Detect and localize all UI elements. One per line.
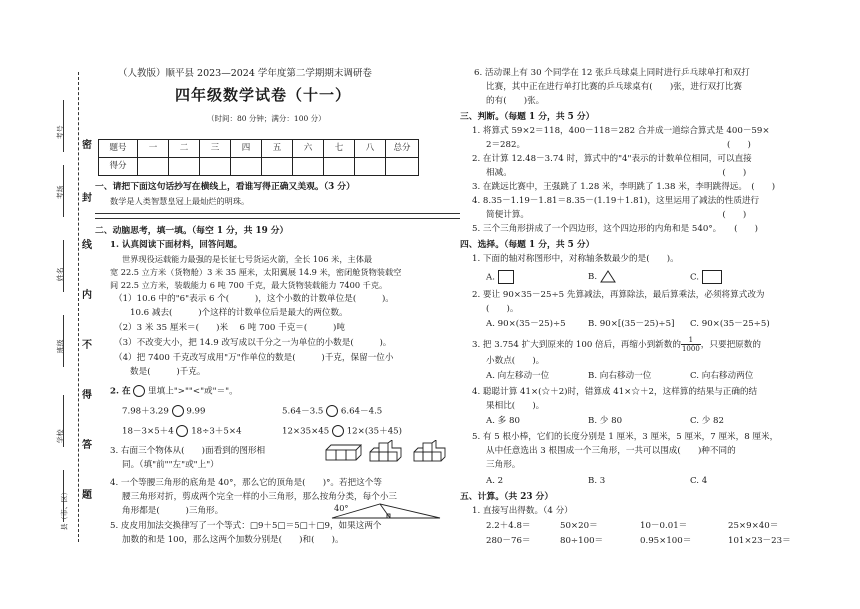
binding-dashed-line	[78, 72, 79, 542]
score-input-cell[interactable]	[355, 158, 386, 176]
choice-4-option[interactable]: C. 少 82	[690, 416, 724, 426]
section-4-title: 四、选择。（每题 1 分，共 5 分）	[460, 240, 595, 250]
question-5b: 加数的和是 100，那么这两个加数分别是( )和( )。	[122, 535, 344, 545]
score-input-cell[interactable]	[138, 158, 169, 176]
judge-2: 2. 在计算 12.48－3.74 时，算式中的"4"表示的计数单位相同，可以直接	[472, 154, 752, 164]
margin-label-exam-number: 考号	[56, 125, 65, 140]
compare-left: 12×35×45	[282, 426, 330, 437]
section-5-title: 五、计算。（共 23 分）	[460, 492, 554, 502]
binding-char: 不	[82, 340, 92, 351]
question-4c: 角形都是( )三角形。	[122, 506, 224, 516]
question-1-3: （3）不改变大小，把 14.9 改写成以千分之一为单位的小数是( )。	[114, 338, 392, 348]
option-letter: A.	[486, 272, 495, 283]
judge-4b: 简便计算。 ( )	[486, 210, 747, 220]
binding-char: 密	[82, 140, 92, 151]
choice-3-text-tail: ，只要把原数的	[700, 340, 761, 350]
score-input-cell[interactable]	[169, 158, 200, 176]
margin-label-school: 学校	[56, 429, 65, 444]
fraction	[681, 336, 701, 353]
fraction-numerator: 1	[681, 336, 701, 345]
fraction-denominator: 1000	[681, 345, 700, 353]
binding-char: 内	[82, 290, 92, 301]
choice-3-option[interactable]: A. 向左移动一位	[486, 371, 550, 381]
copy-sentence: 数学是人类智慧皇冠上最灿烂的明珠。	[110, 196, 250, 206]
calc-item[interactable]: 10－0.01＝	[640, 521, 688, 531]
margin-label-county: 县（市、区）	[60, 488, 69, 531]
choice-5c: 三角形。	[486, 460, 521, 470]
calc-item[interactable]: 280－76＝	[486, 536, 531, 546]
compare-right: 18÷3＋5×4	[191, 426, 242, 437]
calc-title: 1. 直接写出得数。（4 分）	[472, 506, 573, 516]
option-letter: C.	[690, 272, 700, 283]
question-4: 4. 一个等腰三角形的底角是 40°，那么它的顶角是( )°。若把这个等	[110, 478, 382, 488]
compare-right: 6.64－4.5	[340, 406, 383, 417]
compare-blank[interactable]	[172, 405, 184, 417]
question-1: 1. 认真阅读下面材料，回答问题。	[110, 240, 243, 250]
choice-2-option[interactable]: A. 90×(35－25)÷5	[486, 319, 566, 329]
table-row	[99, 140, 419, 158]
reading-text-line: 世界现役运载能力最强的是长征七号货运火箭，全长 106 米，主体最	[122, 254, 373, 264]
compare-item	[122, 405, 205, 417]
choice-2-option[interactable]: B. 90×[(35－25)÷5]	[588, 319, 675, 329]
compare-left: 18－3×5＋4	[122, 426, 174, 437]
choice-3-option[interactable]: C. 向右移动两位	[690, 371, 754, 381]
reading-text-line: 宽 22.5 立方米（货物舱）3 米 35 厘米，太阳翼展 14.9 米，密闭舱货物装载空	[110, 267, 402, 277]
table-cell: 总分	[386, 140, 419, 158]
calc-item[interactable]: 101×23－23＝	[728, 536, 791, 546]
page-title: 四年级数学试卷（十一）	[175, 86, 352, 104]
margin-underline	[63, 315, 64, 367]
score-input-cell[interactable]	[386, 158, 419, 176]
square-shape-icon	[498, 270, 514, 284]
margin-underline	[63, 470, 64, 522]
question-1-4b: 数是( )千克。	[130, 367, 206, 377]
question-3b: 同。（填"前""左"或"上"）	[122, 460, 219, 470]
table-cell: 七	[324, 140, 355, 158]
table-cell: 题号	[99, 140, 138, 158]
choice-3-option[interactable]: B. 向右移动一位	[588, 371, 652, 381]
table-cell: 四	[231, 140, 262, 158]
compare-item	[282, 425, 402, 437]
margin-underline	[63, 165, 64, 217]
binding-char: 线	[82, 240, 92, 251]
question-6: 6. 活动课上有 30 个同学在 12 张乒乓球桌上同时进行乒乓球单打和双打	[474, 68, 750, 78]
question-1-4: （4）把 7400 千克改写成用"万"作单位的数是( )千克，保留一位小	[114, 353, 394, 363]
compare-item	[282, 405, 382, 417]
choice-2: 2. 要让 90×35－25÷5 先算减法，再算除法，最后算乘法，必须将算式改为	[472, 290, 765, 300]
section-1-title: 一、请把下面这句话抄写在横线上，看谁写得正确又美观。（3 分）	[95, 182, 355, 192]
reading-text-line: 间 22.5 立方米，装载能力 6 吨 700 千克，最大货物装载能力 7400 千克。	[110, 280, 388, 290]
compare-right: 9.99	[186, 406, 206, 417]
binding-char: 题	[82, 490, 92, 501]
table-cell: 八	[355, 140, 386, 158]
table-cell: 三	[200, 140, 231, 158]
compare-right: 12×(35＋45)	[346, 426, 402, 437]
compare-item	[122, 425, 242, 437]
angle-label: 40°	[334, 503, 349, 513]
rectangle-shape-icon	[702, 270, 722, 284]
choice-1-option-a[interactable]	[486, 270, 514, 284]
question-1-1b: 10.6 减去( )个这样的计数单位后是最大的两位数。	[130, 308, 348, 318]
choice-5: 5. 有 5 根小棒，它们的长度分别是 1 厘米，3 厘米，5 厘米，7 厘米，8 厘米，	[472, 432, 779, 442]
question-2-label: 2. 在	[110, 386, 131, 397]
question-2	[110, 385, 238, 397]
judge-2b: 相减。 ( )	[486, 168, 747, 178]
margin-underline	[63, 395, 64, 447]
table-row	[99, 158, 419, 176]
section-2-title: 二、动脑思考，填一填。（每空 1 分，共 19 分）	[95, 226, 289, 236]
compare-blank[interactable]	[326, 405, 338, 417]
calc-item[interactable]: 80÷100＝	[560, 536, 604, 546]
section-3-title: 三、判断。（每题 1 分，共 5 分）	[460, 112, 595, 122]
choice-3	[472, 336, 761, 353]
choice-1-option-c[interactable]	[690, 270, 722, 284]
cube-figures-icon	[322, 440, 452, 468]
choice-1: 1. 下面的轴对称图形中，对称轴条数最少的是( )。	[472, 254, 679, 264]
table-cell: 一	[138, 140, 169, 158]
choice-4: 4. 聪聪计算 41×(☆＋2)时，错算成 41×☆＋2，这样算的结果与正确的结	[472, 387, 758, 397]
score-input-cell[interactable]	[293, 158, 324, 176]
choice-3-text: 3. 把 3.754 扩大到原来的 100 倍后，再缩小到新数的	[472, 340, 681, 350]
score-input-cell[interactable]	[262, 158, 293, 176]
binding-char: 答	[82, 440, 92, 451]
judge-4: 4. 8.35－1.19－1.81＝8.35－(1.19＋1.81)，这里运用了减法的性质进行	[472, 196, 760, 206]
exam-header-line: （人教版）顺平县 2023—2024 学年度第二学期期末调研卷	[118, 68, 372, 79]
judge-5: 5. 三个三角形拼成了一个四边形，这个四边形的内角和是 540°。 ( )	[472, 224, 758, 234]
table-cell: 得分	[99, 158, 138, 176]
score-input-cell[interactable]	[231, 158, 262, 176]
writing-line[interactable]	[95, 218, 460, 219]
choice-1-option-b[interactable]	[588, 270, 616, 283]
margin-underline	[63, 100, 64, 152]
margin-underline	[63, 240, 64, 292]
compare-left: 7.98＋3.29	[122, 406, 169, 417]
judge-1: 1. 将算式 59×2＝118，400－118＝282 合并成一道综合算式是 400－59×	[472, 126, 770, 136]
question-6b: 比赛，其中正在进行单打比赛的乒乓球桌有( )张，进行双打比赛	[486, 82, 742, 92]
question-1-2: （2）3 米 35 厘米＝( )米 6 吨 700 千克＝( )吨	[114, 323, 345, 333]
choice-5-option[interactable]: B. 3	[588, 476, 606, 486]
margin-label-class: 班级	[56, 339, 65, 354]
choice-2b: ( )。	[486, 304, 519, 314]
question-4b: 腰三角形对折，剪成两个完全一样的小三角形，那么按角分类，每个小三	[122, 492, 398, 502]
question-1-1: （1）10.6 中的"6"表示 6 个( )，这个小数的计数单位是( )。	[114, 294, 394, 304]
calc-item[interactable]: 50×20＝	[560, 521, 598, 531]
choice-2-option[interactable]: C. 90×(35－25÷5)	[690, 319, 770, 329]
question-2-instruction: 里填上">""<"或"＝"。	[148, 386, 238, 397]
binding-char: 封	[82, 193, 92, 204]
judge-1b: 2＝282。 ( )	[486, 140, 751, 150]
calc-item[interactable]: 25×9×40＝	[728, 521, 779, 531]
calc-item[interactable]: 2.2＋4.8＝	[486, 521, 531, 531]
compare-blank[interactable]	[176, 425, 188, 437]
calc-item[interactable]: 0.95×100＝	[640, 536, 692, 546]
option-letter: B.	[588, 272, 598, 282]
score-input-cell[interactable]	[200, 158, 231, 176]
judge-3: 3. 在跳远比赛中，王强跳了 1.28 米，李明跳了 1.38 米，李明跳得远。 ( )	[472, 182, 776, 192]
exam-time-score: （时间：80 分钟；满分：100 分）	[207, 114, 326, 123]
choice-4-option[interactable]: A. 多 80	[486, 416, 520, 426]
score-table	[98, 139, 419, 176]
question-3: 3. 右面三个物体从( )面看到的图形相	[110, 446, 266, 456]
writing-line[interactable]	[95, 213, 460, 214]
score-input-cell[interactable]	[324, 158, 355, 176]
binding-char: 得	[82, 390, 92, 401]
margin-label-name: 姓名	[56, 267, 65, 282]
circle-blank-icon	[133, 385, 145, 397]
compare-blank[interactable]	[332, 425, 344, 437]
choice-5-option[interactable]: C. 4	[690, 476, 708, 486]
choice-4-option[interactable]: B. 少 80	[588, 416, 623, 426]
compare-left: 5.64－3.5	[282, 406, 324, 417]
table-cell: 六	[293, 140, 324, 158]
choice-5-option[interactable]: A. 2	[486, 476, 504, 486]
margin-label-exam-room: 考场	[56, 185, 65, 200]
choice-3b: 小数点( )。	[486, 356, 545, 366]
question-6c: 的有( )张。	[486, 96, 545, 106]
question-5: 5. 皮皮用加法交换律写了一个等式：□9＋5□＝5□＋□9，如果这两个	[110, 521, 382, 531]
choice-4b: 果相比( )。	[486, 401, 545, 411]
choice-5b: 从中任意选出 3 根围成一个三角形，一共可以围成( )种不同的	[486, 446, 736, 456]
table-cell: 五	[262, 140, 293, 158]
table-cell: 二	[169, 140, 200, 158]
triangle-shape-icon	[600, 270, 616, 283]
